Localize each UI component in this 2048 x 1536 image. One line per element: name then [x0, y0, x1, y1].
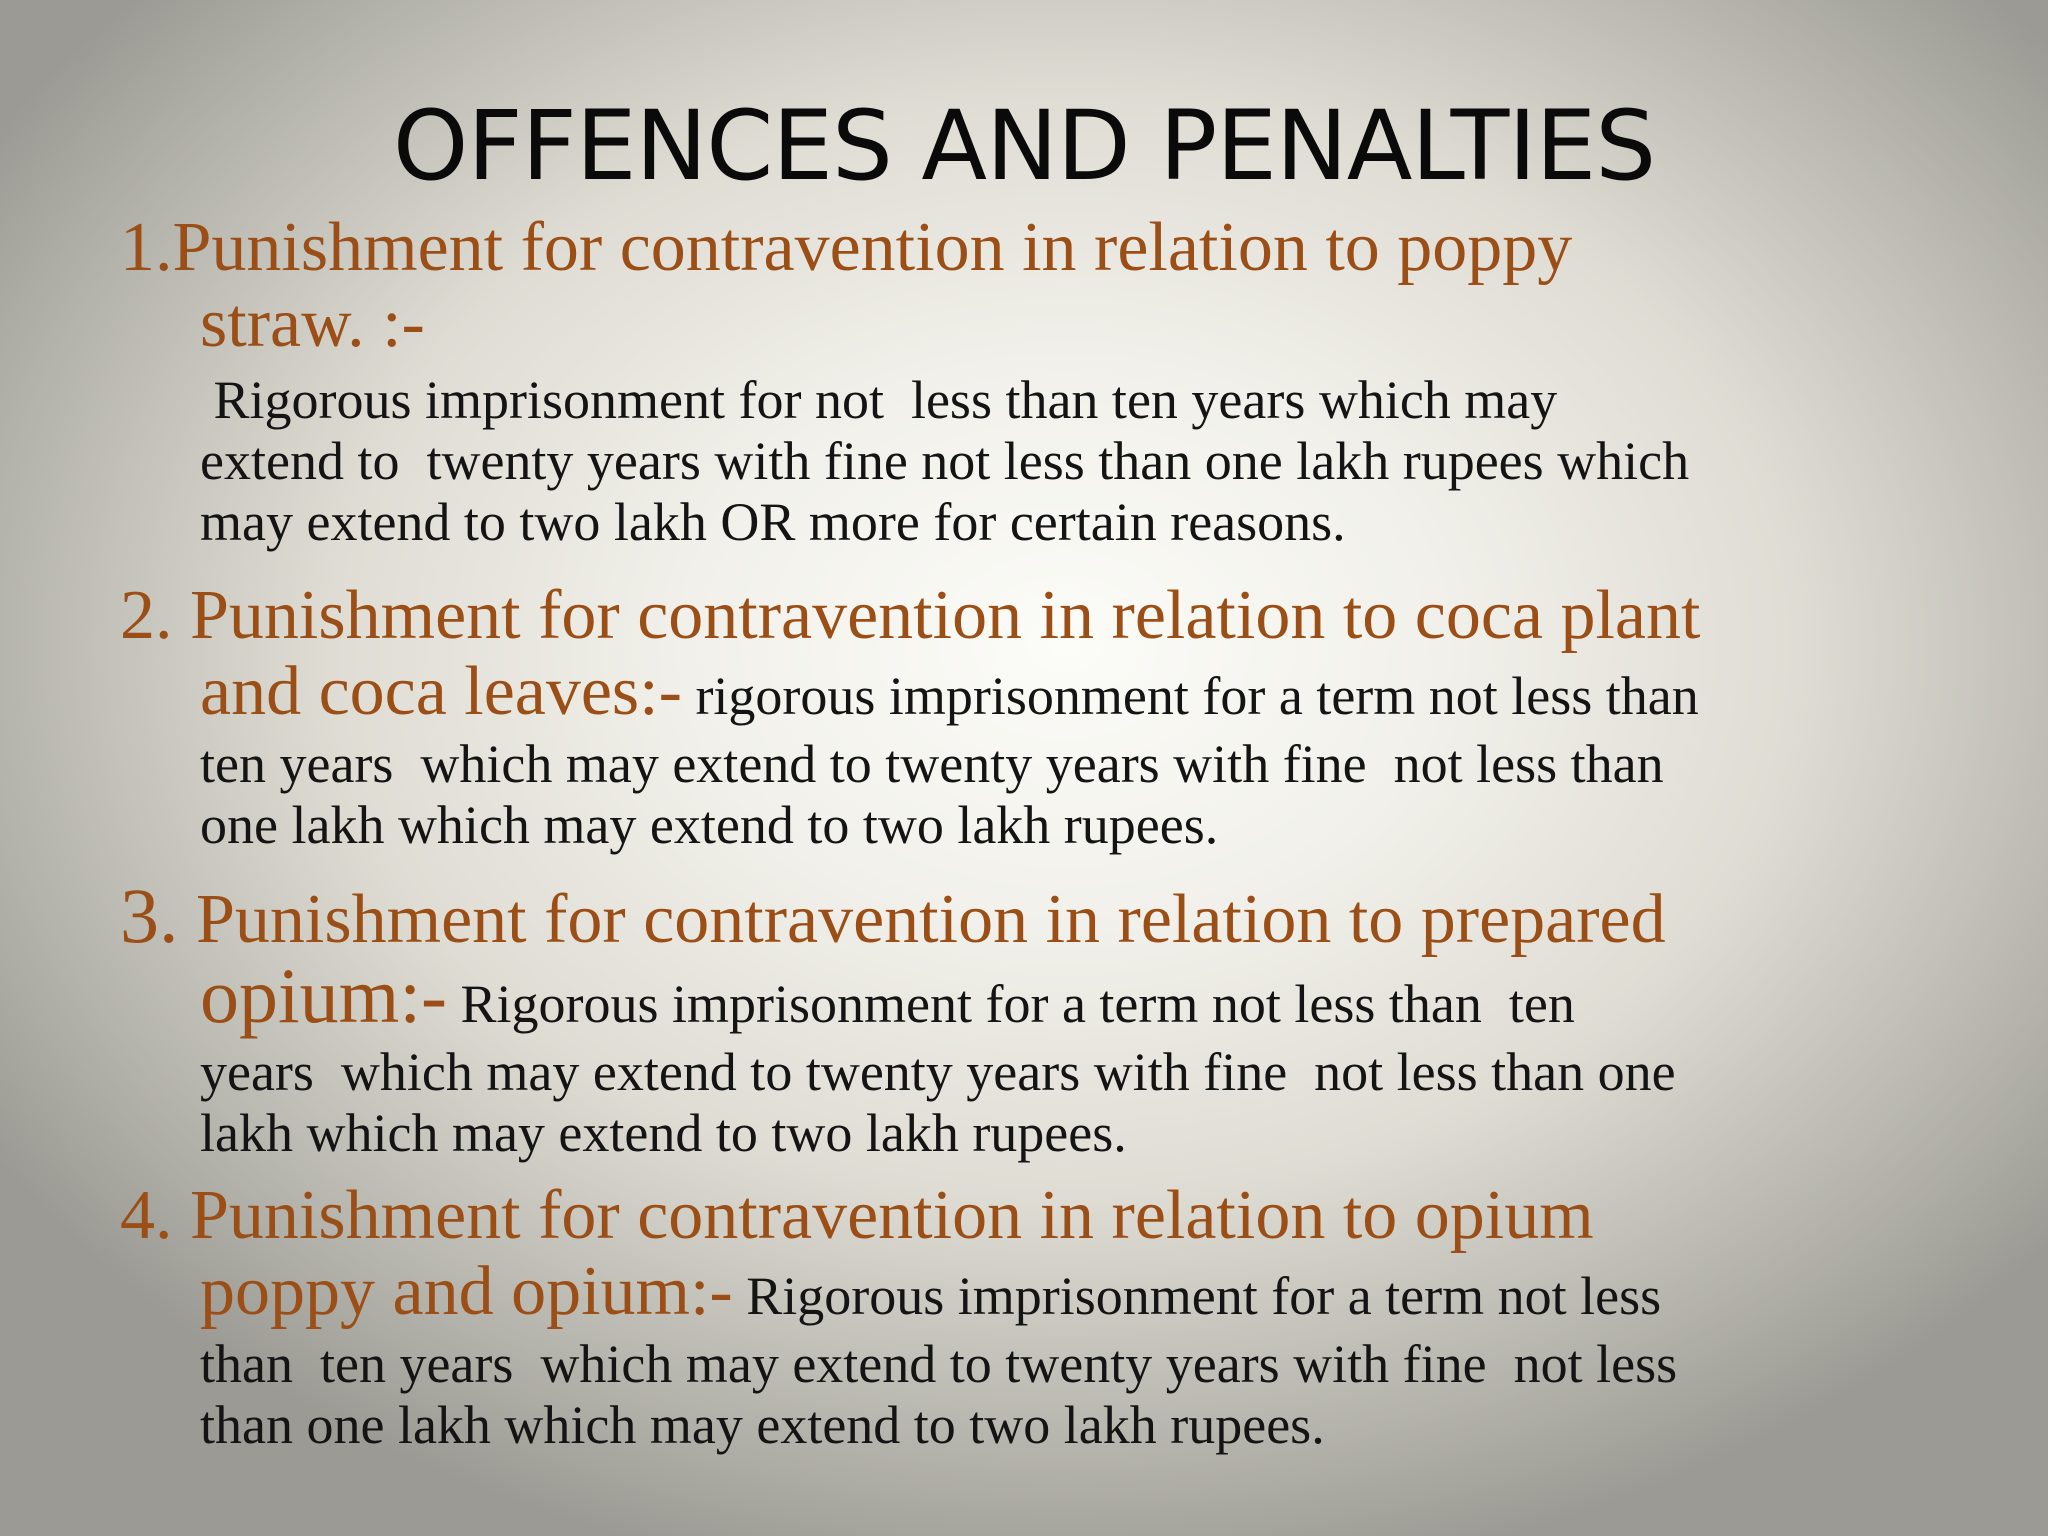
penalty-2-heading-line-2: [120, 654, 1940, 734]
penalty-3-heading-text: Punishment for contravention in relation to prepared: [178, 881, 1666, 958]
penalty-1-body: [120, 370, 1940, 553]
penalty-2-inline-body: rigorous imprisonment for a term not less than: [681, 666, 1699, 726]
penalty-2-heading-line-1: 2. Punishment for contravention in relation to coca plant: [120, 577, 1701, 654]
penalty-2-body-line-1: ten years which may extend to twenty years with fine not less than: [200, 734, 1664, 794]
penalty-1-body-line-3: may extend to two lakh OR more for certain reasons.: [200, 492, 1346, 552]
slide-title: OFFENCES AND PENALTIES: [392, 90, 1656, 202]
penalty-1-heading-line-1: 1.Punishment for contravention in relation to poppy: [120, 209, 1573, 286]
penalty-3-number: 3.: [120, 872, 179, 959]
penalty-item-2: [120, 578, 1940, 856]
penalty-3-heading-tail: opium:-: [200, 952, 447, 1039]
penalty-4-body-line-2: than one lakh which may extend to two lakh rupees.: [200, 1395, 1325, 1455]
penalty-item-3: [120, 872, 1940, 1164]
penalty-4-heading-tail: poppy and opium:-: [200, 1253, 733, 1330]
penalty-4-heading-line-2: [120, 1254, 1940, 1334]
penalty-3-heading-line-2: [120, 952, 1940, 1042]
penalty-3-inline-body: Rigorous imprisonment for a term not less than ten: [447, 974, 1575, 1034]
penalty-1-body-line-1: Rigorous imprisonment for not less than ten years which may: [200, 370, 1558, 430]
penalty-1-heading-line-2: straw. :-: [200, 285, 425, 362]
penalty-2-body-line-2: one lakh which may extend to two lakh rupees.: [200, 795, 1219, 855]
penalty-4-heading-line-1: 4. Punishment for contravention in relation to opium: [120, 1177, 1594, 1254]
penalty-2-heading-tail: and coca leaves:-: [200, 653, 682, 730]
penalty-4-inline-body: Rigorous imprisonment for a term not less: [732, 1266, 1662, 1326]
penalty-3-body-line-1: years which may extend to twenty years with fine not less than one: [200, 1042, 1676, 1102]
penalty-3-body-line-2: lakh which may extend to two lakh rupees.: [200, 1103, 1127, 1163]
penalty-1-body-line-2: extend to twenty years with fine not less than one lakh rupees which: [200, 431, 1690, 491]
penalty-item-4: [120, 1178, 1940, 1456]
penalty-3-heading-line-1: [120, 872, 1940, 959]
penalty-4-body-line-1: than ten years which may extend to twenty years with fine not less: [200, 1334, 1678, 1394]
penalty-item-1: [120, 210, 1940, 553]
